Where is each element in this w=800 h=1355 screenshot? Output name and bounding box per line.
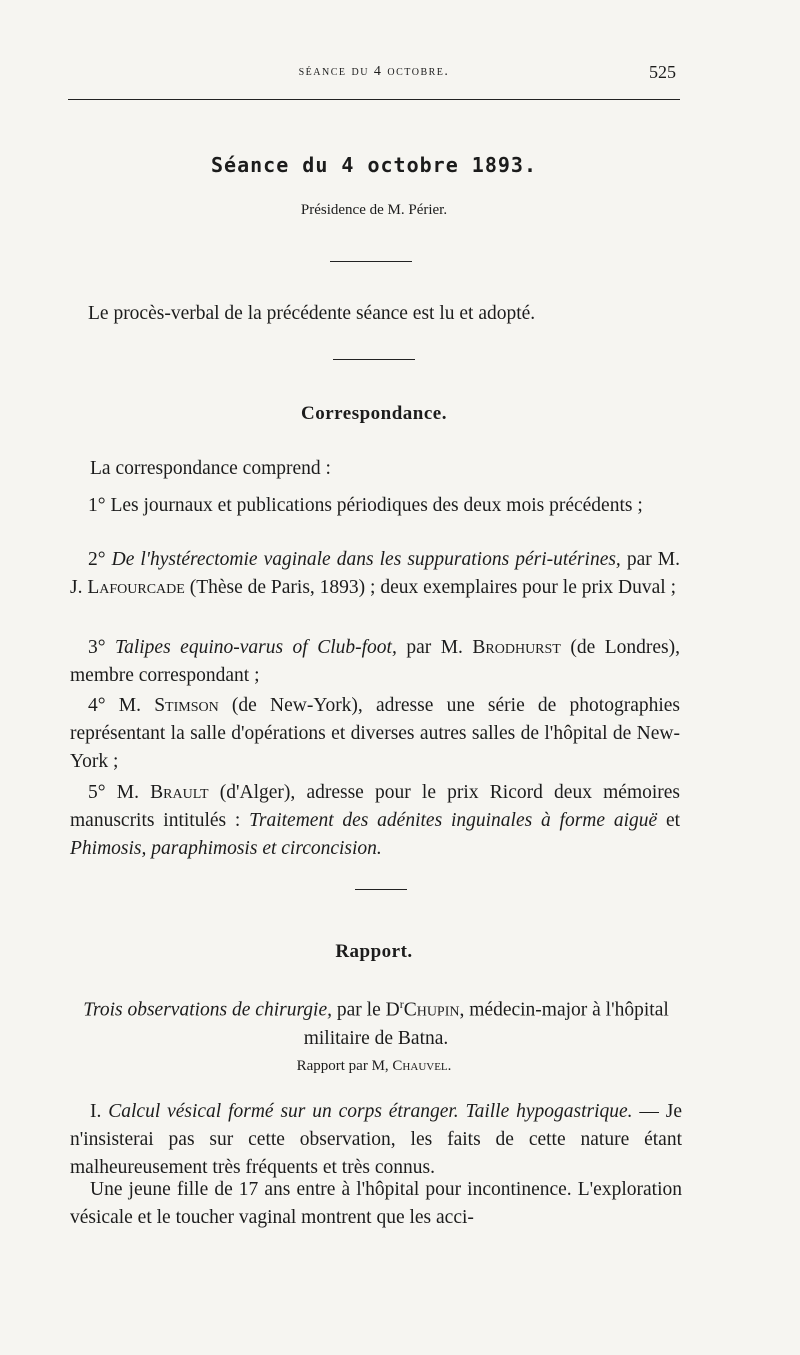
presidency-text: Présidence de M. Périer. xyxy=(300,202,448,218)
separator-rule xyxy=(333,359,415,360)
running-header-title: séance du 4 octobre. xyxy=(298,64,450,79)
rapport-reporter xyxy=(68,1058,680,1075)
page-number: 525 xyxy=(649,62,676,82)
item-author: Brodhurst xyxy=(472,637,561,658)
item-title: Talipes equino-varus of Club-foot, xyxy=(115,637,397,658)
item-title-2: Phimosis, paraphimosis et circoncision. xyxy=(70,838,382,859)
item-by: par M. J. xyxy=(70,549,681,598)
correspondance-item-2 xyxy=(70,546,680,602)
item-and: et xyxy=(665,810,681,831)
item-title-1: Traitement des adénites inguinales à forme aiguë xyxy=(249,810,658,831)
correspondance-heading: Correspondance. xyxy=(301,403,447,424)
running-header xyxy=(68,62,680,86)
separator-rule xyxy=(330,261,412,262)
correspondance-item-3 xyxy=(70,634,680,690)
item-number: 3° xyxy=(88,637,106,658)
session-title: Séance du 4 octobre 1893. xyxy=(210,153,538,177)
item-author: Stimson xyxy=(154,695,219,716)
item-title: De l'hystérectomie vaginale dans les suppurations péri-utérines, xyxy=(111,549,621,570)
rapport-title-sup: r xyxy=(399,997,404,1011)
separator-rule xyxy=(355,889,407,890)
session-presidency xyxy=(68,202,680,219)
reporter-name: Chauvel. xyxy=(392,1058,452,1074)
correspondance-item-1 xyxy=(70,492,680,520)
correspondance-intro: La correspondance comprend : xyxy=(90,458,331,479)
rapport-title-by: par le D xyxy=(336,999,400,1021)
section-text: — Je n'insisterai pas sur cette observation, les faits de cette nature étant malheureusement très fréquents et très connus. xyxy=(70,1101,682,1178)
rapport-title-author: Chupin xyxy=(403,999,460,1021)
rapport-paragraph: Une jeune fille de 17 ans entre à l'hôpital pour incontinence. L'exploration vésicale et le toucher vaginal montrent que les acci- xyxy=(70,1179,682,1228)
correspondance-item-5 xyxy=(70,779,680,863)
item-rest: (Thèse de Paris, 1893) ; deux exemplaires pour le prix Duval ; xyxy=(189,577,676,598)
rapport-title-rest: , médecin-major à l'hôpital militaire de Batna. xyxy=(303,999,669,1049)
rapport-title xyxy=(70,990,682,1053)
item-by: par M. xyxy=(406,637,463,658)
minutes-paragraph: Le procès-verbal de la précédente séance est lu et adopté. xyxy=(88,303,536,324)
item-rest: (de Londres), membre correspondant ; xyxy=(70,637,680,686)
item-by: M. xyxy=(118,695,141,716)
item-rest: (de New-York), adresse une série de photographies représentant la salle d'opérations et diverses autres salles de l'hôpital de New-York ; xyxy=(70,695,681,772)
item-author: Lafourcade xyxy=(87,577,185,598)
item-author: Brault xyxy=(150,782,209,803)
rapport-heading: Rapport. xyxy=(335,941,413,962)
item-number: 4° xyxy=(88,695,106,716)
header-rule xyxy=(68,99,680,100)
rapport-title-italic: Trois observations de chirurgie, xyxy=(83,999,333,1021)
item-text: Les journaux et publications périodiques des deux mois précédents ; xyxy=(110,495,643,516)
reporter-prefix: Rapport par M, xyxy=(296,1058,389,1074)
item-number: 2° xyxy=(88,549,106,570)
rapport-section-1 xyxy=(70,1098,682,1182)
item-number: 1° xyxy=(88,495,106,516)
item-by: M. xyxy=(116,782,139,803)
section-title: Calcul vésical formé sur un corps étranger. Taille hypogastrique. xyxy=(108,1101,633,1122)
section-number: I. xyxy=(90,1101,102,1122)
item-number: 5° xyxy=(88,782,106,803)
correspondance-item-4 xyxy=(70,692,680,776)
item-rest: (d'Alger), adresse pour le prix Ricord deux mémoires manuscrits intitulés : xyxy=(70,782,681,831)
